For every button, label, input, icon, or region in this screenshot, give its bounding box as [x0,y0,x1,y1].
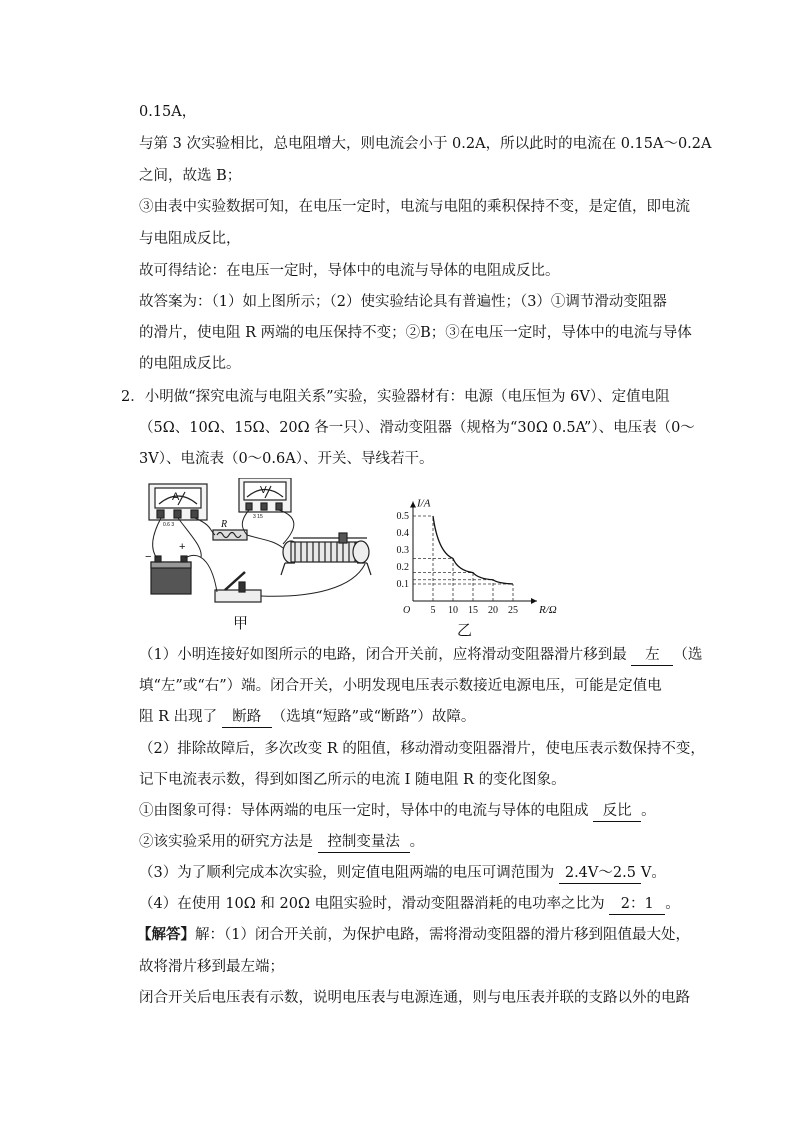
text-line: 故可得结论：在电压一定时，导体中的电流与导体的电阻成反比。 [139,263,560,279]
subquestion-3: （3）为了顺利完成本次实验，则定值电阻两端的电压可调范围为 2.4V～2.5 V。 [139,863,666,884]
y-tick-label: 0.4 [396,528,409,539]
answer-blank: 左 [631,645,673,666]
current-resistance-graph [397,498,557,617]
question-stem: 2．小明做“探究电流与电阻关系”实验，实验器材有：电源（电压恒为 6V）、定值电阻 [121,389,670,405]
x-tick-label: 15 [468,605,478,616]
origin-label: O [403,605,411,616]
y-axis-arrow [410,502,416,508]
figure-caption-left: 甲 [233,614,249,632]
solution-tag: 【解答】 [137,926,195,943]
subquestion-2b: 记下电流表示数，得到如图乙所示的电流 I 随电阻 R 的变化图象。 [139,772,566,788]
switch-icon [215,572,261,602]
subquestion-2d: ②该实验采用的研究方法是 控制变量法 。 [139,832,424,853]
solution-line: 闭合开关后电压表有示数，说明电压表与电源连通，则与电压表并联的支路以外的电路 [139,990,690,1006]
ammeter-label: A [172,491,180,503]
battery-icon [151,556,191,594]
text-line: 故答案为：（1）如上图所示；（2）使实验结论具有普遍性；（3）①调节滑动变阻器 [139,294,667,310]
plus-sign: + [179,541,186,553]
text-line: 的电阻成反比。 [139,356,241,372]
x-tick-label: 20 [488,605,498,616]
x-axis-label: R/Ω [539,604,557,616]
y-axis-label: I/A [417,497,431,510]
subquestion-2a: （2）排除故障后，多次改变 R 的阻值，移动滑动变阻器滑片，使电压表示数保持不变， [139,741,705,757]
rheostat-icon [281,533,371,575]
figure-svg [143,478,563,638]
y-tick-label: 0.5 [396,511,409,522]
subquestion-1b: 填“左”或“右”）端。闭合开关，小明发现电压表示数接近电源电压，可能是定值电 [139,678,662,694]
figure-caption-right: 乙 [457,621,473,639]
text-line: 0.15A， [139,104,197,120]
solution-line: 【解答】解：（1）闭合开关前，为保护电路，需将滑动变阻器的滑片移到阻值最大处， [137,926,690,943]
answer-blank: 断路 [222,707,272,728]
answer-blank: 反比 [593,801,641,822]
ammeter-scale: 0.6 3 [163,522,175,528]
question-stem: （5Ω、10Ω、15Ω、20Ω 各一只）、滑动变阻器（规格为“30Ω 0.5A”）、电压表（0～ [139,420,695,436]
x-tick-label: 5 [430,605,436,616]
subquestion-2c: ①由图象可得：导体两端的电压一定时，导体中的电流与导体的电阻成 反比 。 [139,801,656,822]
circuit-diagram [149,478,371,602]
x-axis-arrow [531,598,537,604]
text-line: 与第 3 次实验相比，总电阻增大，则电流会小于 0.2A，所以此时的电流在 0.15A～0.2A [139,136,712,152]
answer-blank: 2：1 [609,894,665,915]
text-line: 与电阻成反比， [139,231,241,247]
subquestion-1a: （1）小明连接好如图所示的电路，闭合开关前，应将滑动变阻器滑片移到最 左 （选 [139,645,702,666]
answer-blank: 2.4V～2.5 [559,863,641,884]
minus-sign: − [145,551,152,563]
resistor-icon [213,530,247,540]
voltmeter-label: V [260,485,267,496]
text-line: 之间，故选 B； [139,168,242,184]
subquestion-4: （4）在使用 10Ω 和 20Ω 电阻实验时，滑动变阻器消耗的电功率之比为 2：1 。 [139,894,680,915]
y-tick-label: 0.1 [396,579,409,590]
resistor-label: R [221,519,228,530]
text-line: ③由表中实验数据可知，在电压一定时，电流与电阻的乘积保持不变，是定值，即电流 [139,199,690,215]
y-tick-label: 0.3 [396,545,409,556]
experiment-figure [143,478,563,642]
y-tick-label: 0.2 [396,562,409,573]
text-line: 的滑片，使电阻 R 两端的电压保持不变；②B；③在电压一定时，导体中的电流与导体 [139,325,692,341]
question-stem: 3V）、电流表（0～0.6A）、开关、导线若干。 [139,451,434,467]
x-tick-label: 10 [448,605,458,616]
solution-line: 故将滑片移到最左端； [139,959,284,975]
x-tick-label: 25 [508,605,518,616]
subquestion-1c: 阻 R 出现了 断路 （选填“短路”或“断路”）故障。 [139,707,475,728]
answer-blank: 控制变量法 [318,832,410,853]
voltmeter-scale: 3 15 [253,514,263,520]
